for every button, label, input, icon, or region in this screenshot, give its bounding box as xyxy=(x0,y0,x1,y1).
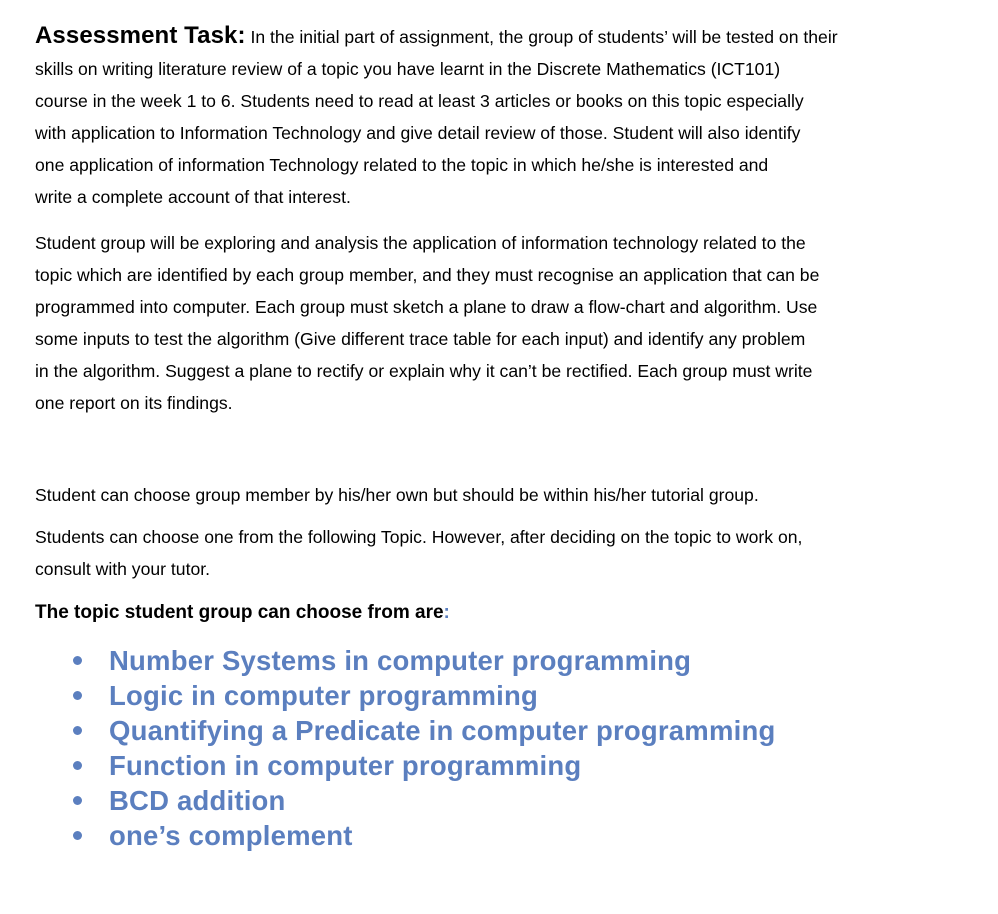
topics-heading-text: The topic student group can choose from are xyxy=(35,602,444,623)
bullet-icon xyxy=(73,691,82,700)
paragraph-line: Student group will be exploring and analysis the application of information technology related to the xyxy=(35,233,806,253)
intro-line: course in the week 1 to 6. Students need to read at least 3 articles or books on this topic especially xyxy=(35,91,804,111)
topics-list xyxy=(35,643,970,853)
topics-heading-colon: : xyxy=(443,602,450,623)
paragraph-line: consult with your tutor. xyxy=(35,559,211,579)
topic-label: Quantifying a Predicate in computer programming xyxy=(109,715,776,746)
paragraph-line: programmed into computer. Each group must sketch a plane to draw a flow-chart and algorithm. Use xyxy=(35,297,818,317)
bullet-icon xyxy=(73,726,82,735)
paragraph-line: Students can choose one from the following Topic. However, after deciding on the topic to work on, xyxy=(35,527,803,547)
assessment-task-label: Assessment Task: xyxy=(35,22,246,49)
topic-item xyxy=(73,748,970,783)
intro-text-first-line: In the initial part of assignment, the group of students’ will be tested on their xyxy=(245,27,838,47)
topic-label: one’s complement xyxy=(109,820,353,851)
bullet-icon xyxy=(73,656,82,665)
paragraph-topic-choice xyxy=(35,521,970,585)
paragraph-line: topic which are identified by each group member, and they must recognise an application that can be xyxy=(35,265,820,285)
topic-item xyxy=(73,713,970,748)
topics-heading xyxy=(35,597,970,629)
paragraph-line: in the algorithm. Suggest a plane to rectify or explain why it can’t be rectified. Each group must write xyxy=(35,361,813,381)
paragraph-line: some inputs to test the algorithm (Give different trace table for each input) and identify any problem xyxy=(35,329,806,349)
intro-line: with application to Information Technology and give detail review of those. Student will also identify xyxy=(35,123,801,143)
paragraph-line: one report on its findings. xyxy=(35,393,233,413)
paragraph-group-work xyxy=(35,227,970,419)
topic-item xyxy=(73,678,970,713)
intro-line: write a complete account of that interest. xyxy=(35,187,351,207)
bullet-icon xyxy=(73,796,82,805)
topic-label: BCD addition xyxy=(109,785,286,816)
bullet-icon xyxy=(73,761,82,770)
paragraph-group-members: Student can choose group member by his/her own but should be within his/her tutorial group. xyxy=(35,485,759,505)
topic-item xyxy=(73,643,970,678)
intro-line: one application of information Technology related to the topic in which he/she is interested and xyxy=(35,155,769,175)
intro-line: skills on writing literature review of a topic you have learnt in the Discrete Mathematics (ICT101) xyxy=(35,59,781,79)
topic-label: Logic in computer programming xyxy=(109,680,539,711)
topic-item xyxy=(73,783,970,818)
bullet-icon xyxy=(73,831,82,840)
topic-label: Function in computer programming xyxy=(109,750,582,781)
document-page xyxy=(35,20,970,853)
topic-item xyxy=(73,818,970,853)
topic-label: Number Systems in computer programming xyxy=(109,645,692,676)
assessment-intro-first-line xyxy=(35,20,970,53)
